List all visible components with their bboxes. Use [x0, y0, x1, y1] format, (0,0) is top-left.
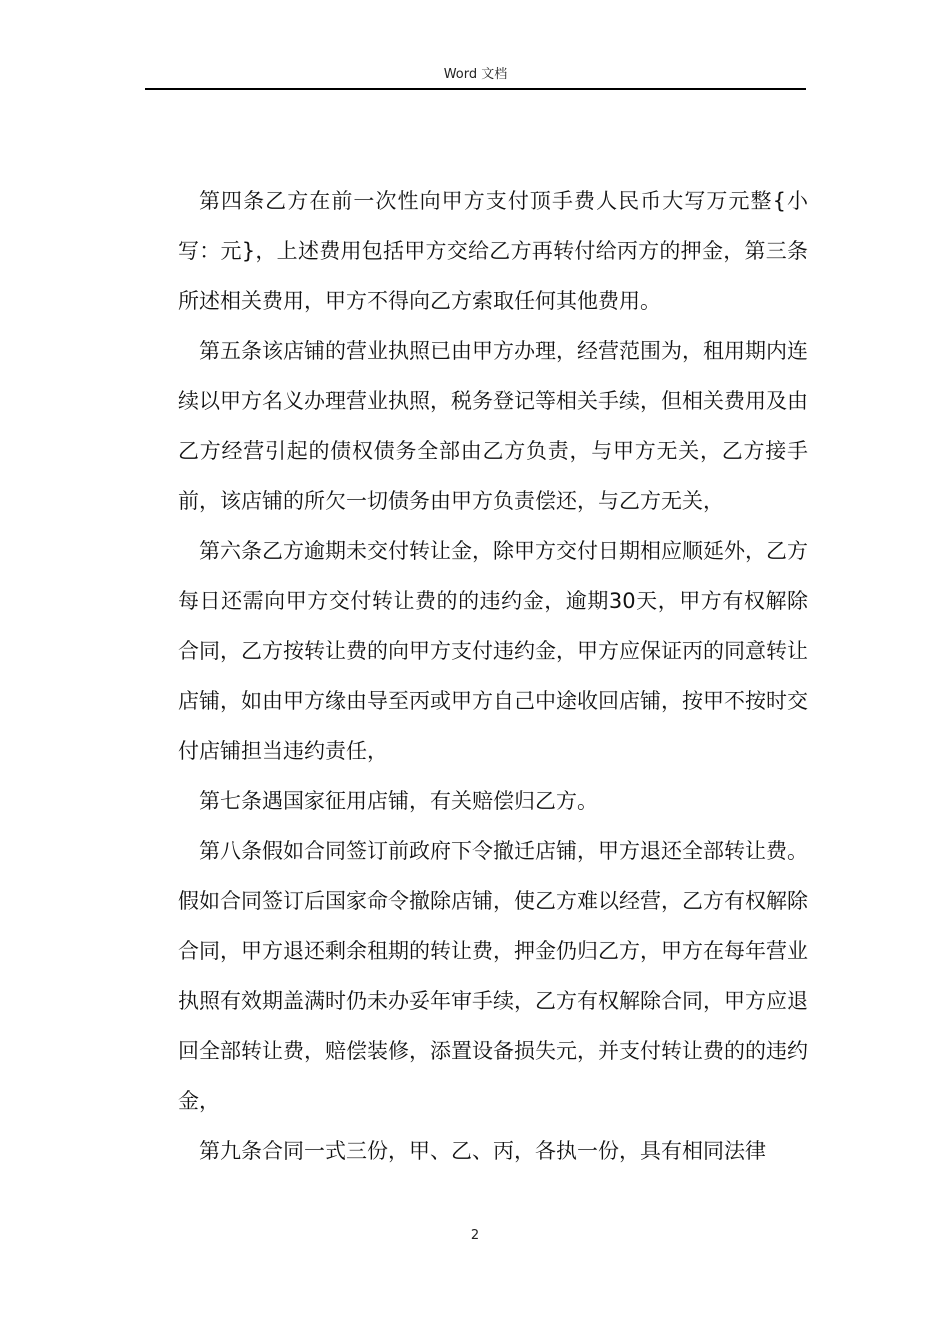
page-number: 2 [470, 1228, 480, 1243]
paragraph-article-9: 第九条合同一式三份，甲、乙、丙，各执一份，具有相同法律 [199, 1139, 766, 1163]
document-body [178, 176, 808, 1176]
paragraph-article-4: 第四条乙方在前一次性向甲方支付顶手费人民币大写万元整{小写：元}，上述费用包括甲方交给乙方再转付给丙方的押金，第三条所述相关费用，甲方不得向乙方索取任何其他费用。 [178, 189, 808, 313]
paragraph-article-8: 第八条假如合同签订前政府下令撤迁店铺，甲方退还全部转让费。假如合同签订后国家命令撤除店铺，使乙方难以经营，乙方有权解除合同，甲方退还剩余租期的转让费，押金仍归乙方，甲方在每年营业执照有效期盖满时仍未办妥年审手续，乙方有权解除合同，甲方应退回全部转让费，赔偿装修，添置设备损失元，并支付转让费的的违约金， [178, 839, 808, 1113]
paragraph-article-6: 第六条乙方逾期未交付转让金，除甲方交付日期相应顺延外，乙方每日还需向甲方交付转让费的的违约金，逾期30天，甲方有权解除合同，乙方按转让费的向甲方支付违约金，甲方应保证丙的同意转让店铺，如由甲方缘由导至丙或甲方自己中途收回店铺，按甲不按时交付店铺担当违约责任， [178, 539, 808, 763]
paragraph-article-5: 第五条该店铺的营业执照已由甲方办理，经营范围为，租用期内连续以甲方名义办理营业执照，税务登记等相关手续，但相关费用及由乙方经营引起的债权债务全部由乙方负责，与甲方无关，乙方接手前，该店铺的所欠一切债务由甲方负责偿还，与乙方无关， [178, 339, 808, 513]
page-header: Word 文档 [443, 67, 508, 82]
header-rule [145, 88, 806, 90]
paragraph-article-7: 第七条遇国家征用店铺，有关赔偿归乙方。 [199, 789, 598, 813]
